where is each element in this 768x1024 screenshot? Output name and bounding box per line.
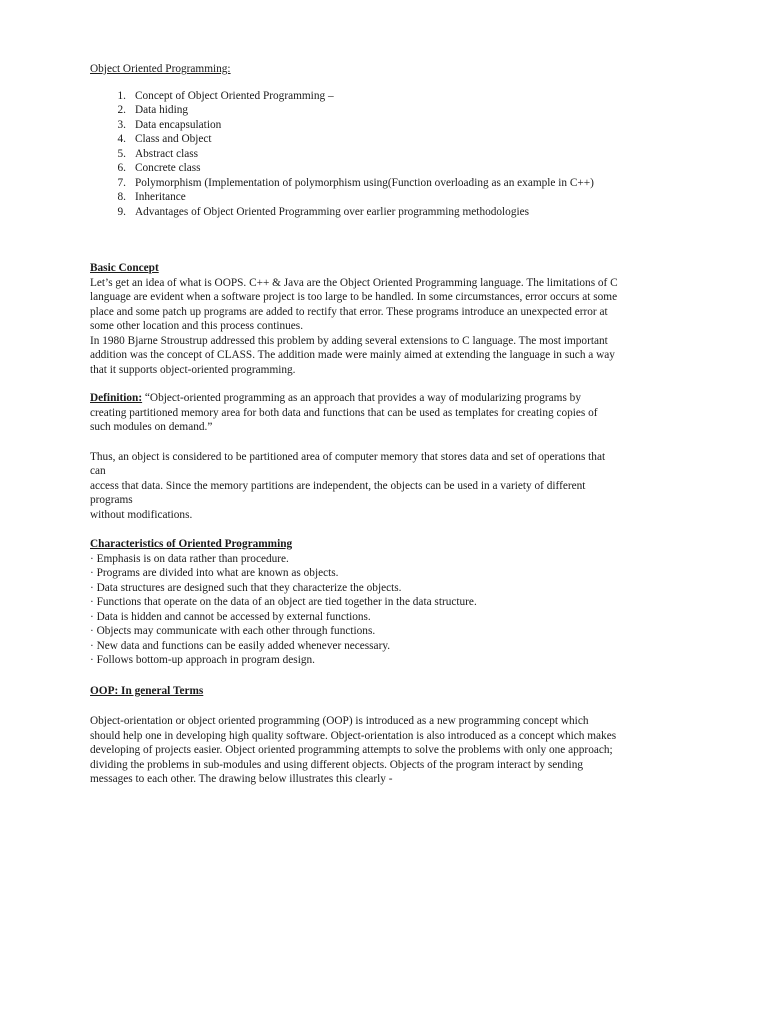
text-line: dividing the problems in sub-modules and using different objects. Objects of the program interact by sending [90,758,583,771]
list-item: · New data and functions can be easily added whenever necessary. [90,639,391,652]
list-text: Advantages of Object Oriented Programming over earlier programming methodologies [135,205,530,218]
text-line: such modules on demand.” [90,421,213,433]
text-line: language are evident when a software project is too large to be handled. In some circumstances, error occurs at some [90,291,618,303]
text-line: without modifications. [90,508,193,521]
document-page [90,62,680,787]
text-line: can [90,465,106,477]
list-number: 3. [117,118,126,131]
list-item [90,147,680,162]
definition-block [90,391,680,435]
text-line: that it supports object-oriented programming. [90,363,296,376]
general-terms-heading: OOP: In general Terms [90,684,204,697]
text-line: messages to each other. The drawing below illustrates this clearly - [90,773,393,785]
list-text: Polymorphism (Implementation of polymorphism using(Function overloading as an example in C++) [135,176,594,189]
list-item: · Emphasis is on data rather than procedure. [90,552,289,565]
list-number: 8. [117,191,126,203]
characteristics-heading: Characteristics of Oriented Programming [90,538,293,550]
list-text: Concrete class [135,162,201,174]
text-line: Thus, an object is considered to be partitioned area of computer memory that stores data and set of operations that [90,450,606,463]
list-item [90,190,680,205]
list-item [90,176,680,191]
text-line: addition was the concept of CLASS. The addition made were mainly aimed at extending the language in such a way [90,349,615,361]
list-number: 5. [117,147,126,160]
text-line: Let’s get an idea of what is OOPS. C++ & Java are the Object Oriented Programming language. The limitations of C [90,276,618,289]
list-item [90,132,680,147]
characteristics-list [90,552,680,668]
list-number: 1. [117,89,126,102]
list-text: Concept of Object Oriented Programming – [135,89,334,102]
list-item [90,89,680,104]
text-line [90,391,680,406]
list-item [90,103,680,118]
list-item: · Data structures are designed such that they characterize the objects. [90,581,402,594]
list-item: · Objects may communicate with each other through functions. [90,625,376,637]
basic-concept-body [90,276,680,378]
list-item [90,118,680,133]
object-paragraph [90,450,680,523]
list-number: 4. [117,133,126,145]
list-item: · Follows bottom-up approach in program design. [90,654,315,666]
text-line: some other location and this process continues. [90,320,304,332]
text-line: creating partitioned memory area for both data and functions that can be used as templates for creating copies of [90,406,598,419]
text-line: programs [90,494,133,506]
list-item [90,161,680,176]
list-item: · Data is hidden and cannot be accessed by external functions. [90,610,371,623]
list-text: Abstract class [135,147,199,160]
definition-label: Definition: [90,392,143,404]
list-number: 2. [117,104,126,116]
document-title: Object Oriented Programming: [90,63,231,75]
general-terms-body [90,714,680,787]
text-line: access that data. Since the memory partitions are independent, the objects can be used in a variety of different [90,479,586,492]
definition-text: “Object-oriented programming as an approach that provides a way of modularizing programs by [142,392,581,404]
contents-list [90,89,680,220]
list-number: 6. [117,162,126,174]
basic-concept-heading: Basic Concept [90,262,159,274]
text-line: Object-orientation or object oriented programming (OOP) is introduced as a new programming concept which [90,715,589,727]
list-text: Inheritance [135,191,186,203]
list-number: 9. [117,205,126,218]
list-item: · Programs are divided into what are known as objects. [90,567,339,579]
list-item [90,205,680,220]
list-text: Class and Object [135,133,212,145]
list-text: Data encapsulation [135,118,222,131]
text-line: should help one in developing high quality software. Object-orientation is also introduced as a concept which makes [90,729,617,742]
list-item: · Functions that operate on the data of an object are tied together in the data structure. [90,596,477,608]
text-line: place and some patch up programs are added to rectify that error. These programs introduce an unexpected error at [90,305,608,318]
text-line: In 1980 Bjarne Stroustrup addressed this problem by adding several extensions to C language. The most important [90,334,608,347]
list-number: 7. [117,176,126,189]
text-line: developing of projects easier. Object oriented programming attempts to solve the problems with only one approach; [90,744,613,756]
list-text: Data hiding [135,104,189,116]
